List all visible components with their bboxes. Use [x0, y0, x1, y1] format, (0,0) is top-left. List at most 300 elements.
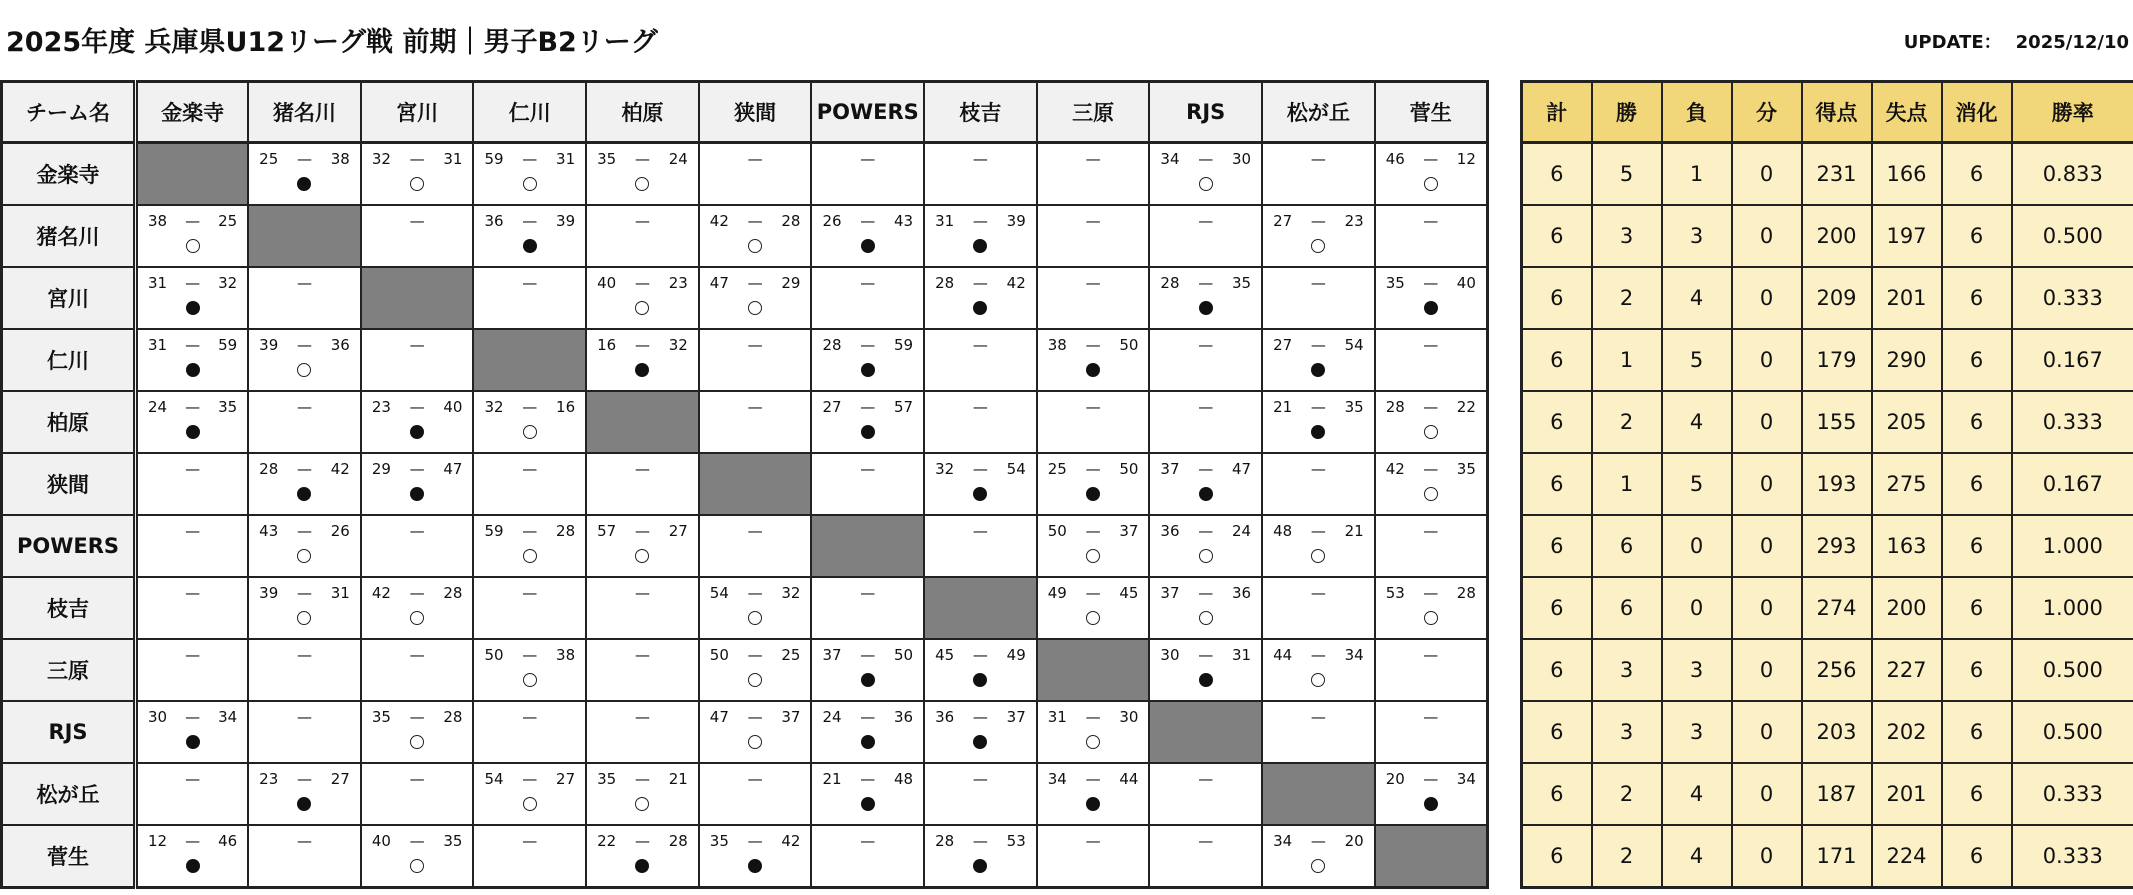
result-cell: [361, 515, 474, 577]
result-cell-content: [362, 330, 473, 390]
result-cell: [586, 515, 699, 577]
result-cell-content: [587, 826, 698, 886]
standings-cell: 6: [1942, 577, 2012, 639]
result-cell: [361, 577, 474, 639]
unplayed-dash: —: [185, 460, 201, 478]
result-cell-content: [812, 392, 923, 452]
unplayed-dash: —: [1423, 522, 1439, 540]
score-for: 35: [597, 770, 617, 788]
result-cell: [1262, 453, 1375, 515]
result-cell: [924, 391, 1037, 453]
standings-cell: 293: [1802, 515, 1872, 577]
score-dash: —: [522, 770, 538, 788]
standings-row: [1522, 763, 2133, 825]
result-cell: [1037, 515, 1150, 577]
team-column-header: 松が丘: [1262, 82, 1375, 143]
result-cell-content: [700, 144, 811, 204]
result-cell: [361, 701, 474, 763]
result-cell-content: [474, 392, 585, 452]
standings-row: [1522, 701, 2133, 763]
result-cell: [136, 453, 249, 515]
result-cell: [1262, 329, 1375, 391]
score-dash: —: [972, 832, 988, 850]
result-cell-content: [362, 144, 473, 204]
result-cell-content: [925, 330, 1036, 390]
score-for: 28: [1385, 398, 1405, 416]
score-dash: —: [747, 212, 763, 230]
self-match-cell: [699, 453, 812, 515]
score-against: 42: [781, 832, 801, 850]
result-cell: [924, 639, 1037, 701]
result-cell-content: [587, 206, 698, 266]
score-for: 21: [822, 770, 842, 788]
standings-row: [1522, 329, 2133, 391]
score-against: 35: [1231, 274, 1252, 292]
score-dash: —: [860, 646, 876, 664]
score-for: 34: [1047, 770, 1067, 788]
score-dash: —: [972, 212, 988, 230]
score-dash: —: [185, 336, 201, 354]
score-for: 30: [148, 708, 168, 726]
score-against: 31: [330, 584, 350, 602]
result-cell-content: [138, 206, 247, 266]
standings-cell: 0: [1732, 205, 1802, 267]
loss-dot-icon: [1199, 487, 1213, 501]
score-dash: —: [1198, 646, 1214, 664]
result-cell: [1149, 577, 1262, 639]
result-cell: [811, 825, 924, 888]
score-for: 37: [822, 646, 842, 664]
win-circle-icon: [748, 239, 762, 253]
score-against: 53: [1006, 832, 1026, 850]
standings-cell: 275: [1872, 453, 1942, 515]
win-circle-icon: [1199, 549, 1213, 563]
result-cell: [473, 701, 586, 763]
score-against: 34: [1456, 770, 1476, 788]
standings-row: [1522, 639, 2133, 701]
win-circle-icon: [635, 177, 649, 191]
score-dash: —: [296, 584, 312, 602]
score-for: 36: [484, 212, 504, 230]
result-cell: [1037, 391, 1150, 453]
win-circle-icon: [635, 797, 649, 811]
result-cell: [361, 763, 474, 825]
score-against: 30: [1119, 708, 1139, 726]
unplayed-dash: —: [747, 150, 763, 168]
result-cell: [699, 763, 812, 825]
score-dash: —: [860, 398, 876, 416]
score-dash: —: [1085, 522, 1101, 540]
result-cell: [924, 453, 1037, 515]
standings-cell: 274: [1802, 577, 1872, 639]
unplayed-dash: —: [972, 150, 988, 168]
score-against: 57: [894, 398, 914, 416]
result-cell-content: [249, 144, 360, 204]
standings-cell: 0.167: [2012, 329, 2133, 391]
result-cell: [1262, 143, 1375, 206]
result-cell: [811, 701, 924, 763]
result-cell: [1262, 391, 1375, 453]
score-dash: —: [747, 708, 763, 726]
unplayed-dash: —: [1310, 274, 1326, 292]
standings-cell: 200: [1872, 577, 1942, 639]
loss-dot-icon: [973, 301, 987, 315]
standings-cell: 2: [1592, 267, 1662, 329]
score-against: 27: [330, 770, 350, 788]
unplayed-dash: —: [1085, 832, 1101, 850]
score-for: 40: [371, 832, 391, 850]
result-cell: [136, 267, 249, 329]
score-dash: —: [522, 212, 538, 230]
standings-cell: 202: [1872, 701, 1942, 763]
result-cell: [361, 391, 474, 453]
self-match-cell: [811, 515, 924, 577]
unplayed-dash: —: [296, 646, 312, 664]
result-cell-content: [1150, 826, 1261, 886]
update-label: UPDATE：: [1903, 32, 2002, 53]
standings-cell: 6: [1522, 515, 1592, 577]
result-cell: [136, 205, 249, 267]
standings-cell: 1.000: [2012, 577, 2133, 639]
standings-row: [1522, 515, 2133, 577]
score-dash: —: [296, 770, 312, 788]
unplayed-dash: —: [1198, 770, 1214, 788]
result-cell: [811, 453, 924, 515]
result-cell-content: [474, 516, 585, 576]
result-cell: [248, 329, 361, 391]
score-against: 31: [1231, 646, 1252, 664]
unplayed-dash: —: [747, 770, 763, 788]
standings-cell: 5: [1662, 329, 1732, 391]
standings-cell: 0: [1662, 515, 1732, 577]
standings-cell: 1: [1662, 143, 1732, 206]
score-against: 37: [781, 708, 801, 726]
standings-header: 失点: [1872, 82, 1942, 143]
result-cell-content: [474, 826, 585, 886]
result-cell-content: [1376, 516, 1486, 576]
loss-dot-icon: [186, 301, 200, 315]
result-cell: [1149, 391, 1262, 453]
result-cell-content: [1376, 330, 1486, 390]
score-against: 32: [781, 584, 801, 602]
result-cell: [1375, 577, 1488, 639]
score-for: 35: [1385, 274, 1405, 292]
result-cell: [699, 701, 812, 763]
result-cell: [586, 143, 699, 206]
result-cell: [361, 205, 474, 267]
score-for: 20: [1385, 770, 1405, 788]
result-cell-content: [812, 454, 923, 514]
standings-cell: 6: [1942, 825, 2012, 888]
result-cell-content: [1150, 578, 1261, 638]
score-dash: —: [522, 150, 538, 168]
result-cell-content: [249, 516, 360, 576]
result-cell-content: [1263, 330, 1374, 390]
result-cell: [586, 329, 699, 391]
unplayed-dash: —: [409, 646, 425, 664]
loss-dot-icon: [1424, 301, 1438, 315]
score-dash: —: [634, 150, 650, 168]
score-dash: —: [1085, 584, 1101, 602]
result-cell: [136, 825, 249, 888]
score-for: 28: [935, 274, 955, 292]
result-cell-content: [1376, 454, 1486, 514]
standings-cell: 0.500: [2012, 701, 2133, 763]
result-cell-content: [1376, 640, 1486, 700]
result-cell-content: [1263, 516, 1374, 576]
standings-cell: 6: [1942, 267, 2012, 329]
self-match-cell: [361, 267, 474, 329]
standings-cell: 6: [1942, 701, 2012, 763]
score-against: 37: [1119, 522, 1139, 540]
score-for: 25: [1047, 460, 1067, 478]
score-for: 25: [259, 150, 279, 168]
team-column-header: POWERS: [811, 82, 924, 143]
loss-dot-icon: [1311, 363, 1325, 377]
result-cell: [586, 701, 699, 763]
result-cell-content: [1038, 330, 1149, 390]
standings-row: [1522, 825, 2133, 888]
win-circle-icon: [523, 549, 537, 563]
standings-header: 勝率: [2012, 82, 2133, 143]
score-dash: —: [296, 460, 312, 478]
loss-dot-icon: [861, 797, 875, 811]
loss-dot-icon: [635, 363, 649, 377]
unplayed-dash: —: [409, 770, 425, 788]
standings-cell: 6: [1942, 453, 2012, 515]
corner-header: チーム名: [2, 82, 136, 143]
result-cell-content: [1376, 268, 1486, 328]
score-for: 47: [709, 708, 729, 726]
score-dash: —: [1423, 584, 1439, 602]
score-for: 59: [484, 150, 504, 168]
result-cell: [699, 825, 812, 888]
unplayed-dash: —: [296, 832, 312, 850]
result-cell: [1375, 639, 1488, 701]
score-against: 39: [556, 212, 576, 230]
result-cell: [248, 143, 361, 206]
result-cell-content: [138, 702, 247, 762]
score-against: 40: [443, 398, 463, 416]
result-cell: [1149, 329, 1262, 391]
result-cell: [1262, 205, 1375, 267]
result-cell-content: [1038, 392, 1149, 452]
result-cell: [811, 329, 924, 391]
result-cell: [1149, 143, 1262, 206]
score-for: 31: [148, 274, 168, 292]
score-against: 44: [1119, 770, 1139, 788]
score-for: 24: [148, 398, 168, 416]
score-dash: —: [747, 584, 763, 602]
result-cell: [473, 267, 586, 329]
result-cell-content: [700, 578, 811, 638]
standings-cell: 155: [1802, 391, 1872, 453]
result-cell: [1375, 143, 1488, 206]
result-cell-content: [812, 640, 923, 700]
win-circle-icon: [635, 549, 649, 563]
unplayed-dash: —: [1085, 274, 1101, 292]
loss-dot-icon: [1199, 301, 1213, 315]
score-against: 47: [443, 460, 463, 478]
unplayed-dash: —: [860, 584, 876, 602]
result-cell: [136, 577, 249, 639]
loss-dot-icon: [186, 363, 200, 377]
team-column-header: 狭間: [699, 82, 812, 143]
loss-dot-icon: [973, 673, 987, 687]
result-cell: [1375, 701, 1488, 763]
score-against: 38: [330, 150, 350, 168]
score-dash: —: [1310, 646, 1326, 664]
result-cell: [699, 515, 812, 577]
result-cell: [248, 639, 361, 701]
score-dash: —: [1198, 522, 1214, 540]
team-row-header: 金楽寺: [2, 143, 136, 206]
team-row-header: POWERS: [2, 515, 136, 577]
win-circle-icon: [1424, 487, 1438, 501]
loss-dot-icon: [635, 859, 649, 873]
result-cell-content: [1150, 206, 1261, 266]
standings-cell: 6: [1522, 701, 1592, 763]
unplayed-dash: —: [634, 708, 650, 726]
win-circle-icon: [1424, 611, 1438, 625]
standings-cell: 6: [1522, 391, 1592, 453]
score-against: 42: [1006, 274, 1026, 292]
win-circle-icon: [748, 735, 762, 749]
result-cell-content: [587, 144, 698, 204]
unplayed-dash: —: [1198, 398, 1214, 416]
score-dash: —: [634, 832, 650, 850]
standings-cell: 4: [1662, 391, 1732, 453]
standings-row: [1522, 453, 2133, 515]
score-for: 32: [371, 150, 391, 168]
standings-cell: 2: [1592, 391, 1662, 453]
score-against: 36: [894, 708, 914, 726]
result-cell: [699, 205, 812, 267]
standings-cell: 2: [1592, 763, 1662, 825]
win-circle-icon: [297, 611, 311, 625]
result-cell: [1375, 329, 1488, 391]
result-cell: [811, 267, 924, 329]
result-cell: [699, 267, 812, 329]
standings-cell: 201: [1872, 267, 1942, 329]
standings-cell: 0.333: [2012, 391, 2133, 453]
score-for: 32: [484, 398, 504, 416]
standings-cell: 6: [1942, 763, 2012, 825]
unplayed-dash: —: [296, 708, 312, 726]
win-circle-icon: [1311, 549, 1325, 563]
score-against: 59: [218, 336, 238, 354]
standings-cell: 2: [1592, 825, 1662, 888]
result-cell-content: [1150, 764, 1261, 824]
score-for: 16: [597, 336, 617, 354]
result-cell-content: [925, 454, 1036, 514]
win-circle-icon: [523, 177, 537, 191]
result-cell: [1037, 701, 1150, 763]
score-dash: —: [1310, 522, 1326, 540]
result-cell-content: [812, 702, 923, 762]
score-for: 27: [1273, 212, 1293, 230]
team-column-header: 宮川: [361, 82, 474, 143]
result-cell-content: [138, 516, 247, 576]
score-for: 57: [597, 522, 617, 540]
result-cell: [473, 515, 586, 577]
score-for: 59: [484, 522, 504, 540]
result-cell: [924, 267, 1037, 329]
team-column-header: 三原: [1037, 82, 1150, 143]
result-cell-content: [700, 702, 811, 762]
score-for: 42: [371, 584, 391, 602]
score-against: 34: [218, 708, 238, 726]
result-cell: [1037, 577, 1150, 639]
score-against: 16: [556, 398, 576, 416]
result-cell-content: [138, 454, 247, 514]
score-for: 36: [935, 708, 955, 726]
result-cell-content: [587, 268, 698, 328]
score-dash: —: [409, 150, 425, 168]
result-cell: [924, 825, 1037, 888]
score-for: 23: [259, 770, 279, 788]
result-cell-content: [1150, 392, 1261, 452]
result-cell: [1037, 205, 1150, 267]
score-against: 38: [556, 646, 576, 664]
result-cell-content: [362, 702, 473, 762]
unplayed-dash: —: [860, 274, 876, 292]
score-against: 22: [1456, 398, 1476, 416]
self-match-cell: [1149, 701, 1262, 763]
table-row: [2, 143, 1488, 206]
score-against: 43: [894, 212, 914, 230]
standings-cell: 0: [1732, 825, 1802, 888]
score-dash: —: [185, 708, 201, 726]
unplayed-dash: —: [1310, 150, 1326, 168]
standings-cell: 6: [1522, 205, 1592, 267]
result-cell-content: [812, 144, 923, 204]
score-against: 47: [1231, 460, 1252, 478]
standings-cell: 6: [1942, 391, 2012, 453]
score-dash: —: [972, 708, 988, 726]
win-circle-icon: [1086, 735, 1100, 749]
score-for: 31: [1047, 708, 1067, 726]
standings-cell: 6: [1942, 329, 2012, 391]
result-cell-content: [812, 330, 923, 390]
score-dash: —: [1310, 832, 1326, 850]
score-dash: —: [409, 708, 425, 726]
loss-dot-icon: [973, 239, 987, 253]
score-for: 38: [148, 212, 168, 230]
score-dash: —: [296, 336, 312, 354]
result-cell-content: [1038, 144, 1149, 204]
score-dash: —: [1310, 398, 1326, 416]
unplayed-dash: —: [522, 708, 538, 726]
win-circle-icon: [1424, 177, 1438, 191]
win-circle-icon: [410, 611, 424, 625]
score-for: 36: [1160, 522, 1180, 540]
loss-dot-icon: [973, 487, 987, 501]
standings-cell: 6: [1522, 639, 1592, 701]
unplayed-dash: —: [1198, 336, 1214, 354]
score-against: 54: [1344, 336, 1364, 354]
result-cell: [1375, 267, 1488, 329]
result-cell-content: [1376, 144, 1486, 204]
score-against: 31: [443, 150, 463, 168]
score-for: 27: [1273, 336, 1293, 354]
result-cell: [811, 143, 924, 206]
team-row-header: 菅生: [2, 825, 136, 888]
score-against: 45: [1119, 584, 1139, 602]
result-cell: [361, 825, 474, 888]
result-cell: [248, 391, 361, 453]
score-for: 28: [822, 336, 842, 354]
